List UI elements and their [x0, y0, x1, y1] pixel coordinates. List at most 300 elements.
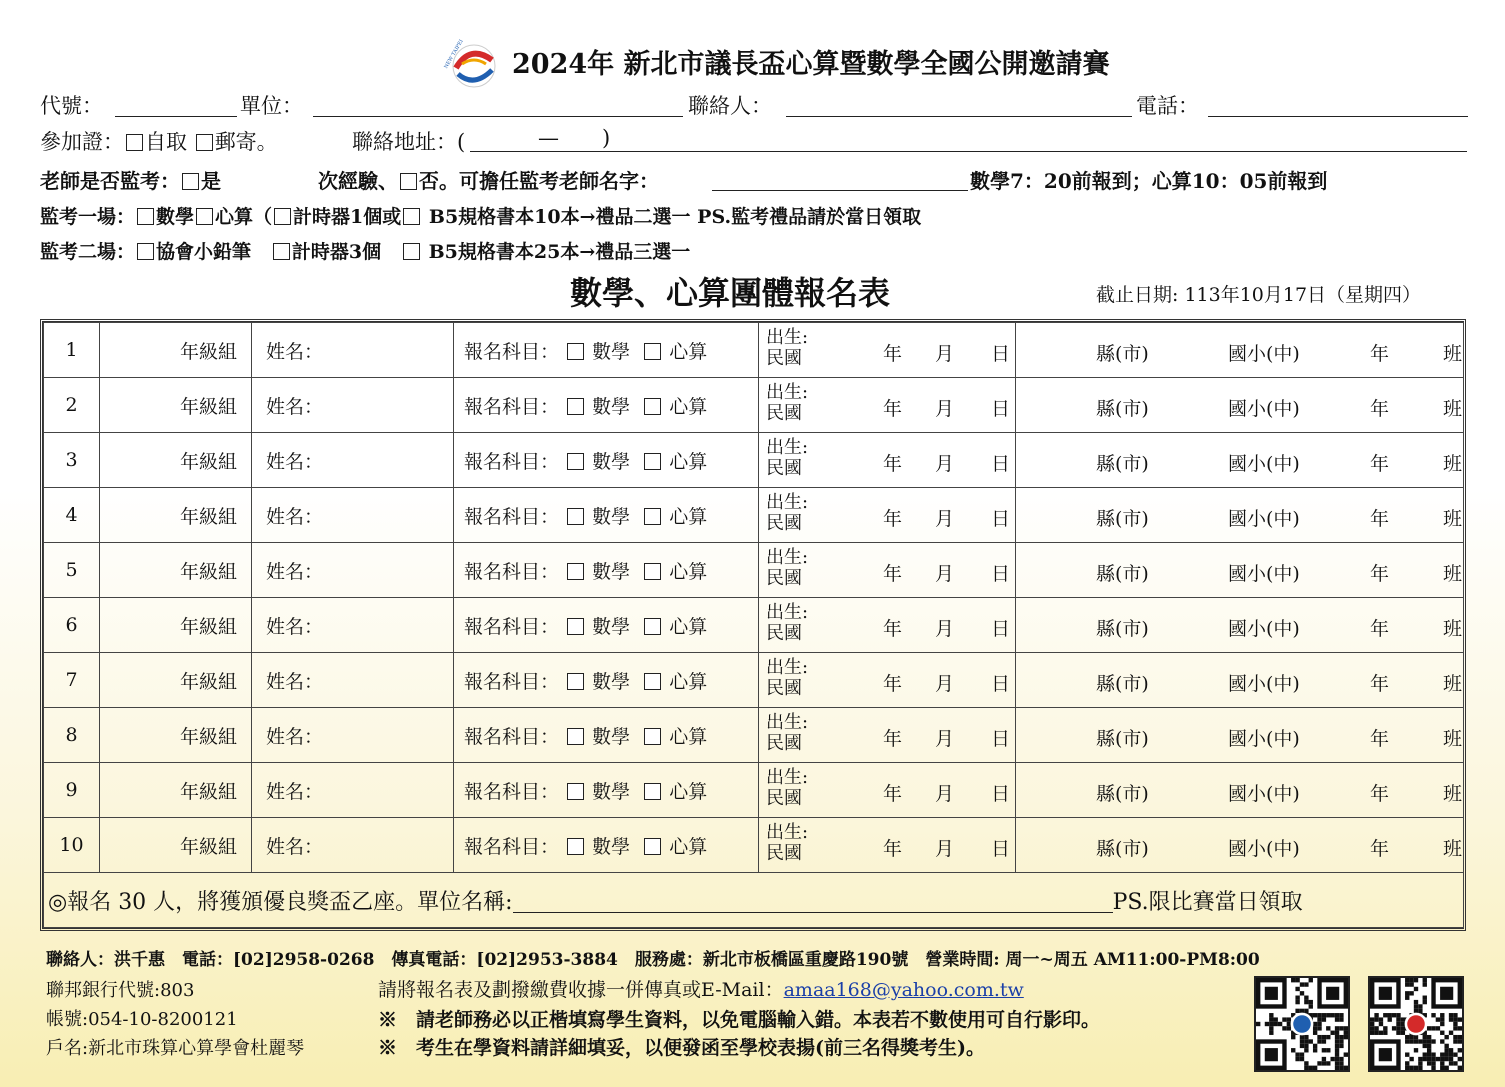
account-number: 帳號:054-10-8200121 [46, 1009, 238, 1030]
school-cell[interactable] [1016, 378, 1464, 433]
birth-cell[interactable] [759, 653, 1016, 708]
name-cell[interactable] [252, 708, 454, 763]
subject-mental-checkbox[interactable] [644, 618, 661, 635]
proctor-label: 老師是否監考： [40, 169, 180, 193]
birth-colon: : [802, 547, 809, 568]
birth-month-label: 月 [935, 728, 955, 750]
grade-label: 年級組 [179, 505, 237, 528]
name-cell[interactable] [252, 433, 454, 488]
deadline: 截止日期: 113年10月17日（星期四） [1096, 284, 1422, 306]
name-cell[interactable] [252, 378, 454, 433]
grade-label: 年級組 [179, 560, 237, 583]
birth-colon: : [802, 822, 809, 843]
birth-bottom-label: 民國 [766, 403, 802, 424]
birth-year-label: 年 [883, 508, 903, 530]
class-label: 班 [1443, 673, 1463, 695]
name-label: 姓名： [266, 670, 324, 693]
subject-math-checkbox[interactable] [567, 508, 584, 525]
pass-row [40, 126, 278, 156]
county-label: 縣(市) [1096, 618, 1149, 640]
birth-day-label: 日 [991, 838, 1011, 860]
birth-colon: : [802, 492, 809, 513]
qr-code-icon[interactable] [1368, 976, 1464, 1072]
award-unit-field[interactable] [513, 912, 1113, 913]
county-label: 縣(市) [1096, 563, 1149, 585]
proctor-no-checkbox[interactable] [400, 173, 417, 190]
birth-cell[interactable] [759, 323, 1016, 378]
subject-mental-checkbox[interactable] [644, 783, 661, 800]
grade-cell[interactable] [100, 323, 252, 378]
school-label: 國小(中) [1228, 343, 1300, 365]
county-label: 縣(市) [1096, 343, 1149, 365]
school-cell[interactable] [1016, 488, 1464, 543]
pass-mail-checkbox[interactable] [196, 134, 213, 151]
name-cell[interactable] [252, 543, 454, 598]
subject-math-label: 數學 [592, 670, 631, 693]
subject-math-checkbox[interactable] [567, 673, 584, 690]
school-grade-label: 年 [1370, 563, 1390, 585]
county-label: 縣(市) [1096, 453, 1149, 475]
grade-label: 年級組 [179, 670, 237, 693]
address-field[interactable] [470, 151, 1467, 152]
birth-year-label: 年 [883, 728, 903, 750]
birth-colon: : [802, 327, 809, 348]
birth-top-label: 出生 [766, 602, 802, 623]
subject-cell [454, 488, 759, 543]
grade-cell[interactable] [100, 378, 252, 433]
session2-book-label: B5規格書本25本→禮品三選一 [428, 241, 691, 263]
note-2: ※ 考生在學資料請詳細填妥，以便發函至學校表揚(前三名得獎考生)。 [378, 1037, 985, 1059]
county-label: 縣(市) [1096, 398, 1149, 420]
subject-math-label: 數學 [592, 560, 631, 583]
birth-month-label: 月 [935, 563, 955, 585]
row-number: 7 [44, 653, 100, 708]
birth-top-label: 出生 [766, 327, 802, 348]
subject-math-checkbox[interactable] [567, 453, 584, 470]
form-title: 數學、心算團體報名表 [570, 274, 891, 312]
subject-cell [454, 763, 759, 818]
grade-label: 年級組 [179, 615, 237, 638]
session2-pencil-label: 協會小鉛筆 [156, 241, 252, 263]
birth-cell[interactable] [759, 488, 1016, 543]
birth-year-label: 年 [883, 453, 903, 475]
subject-mental-checkbox[interactable] [644, 838, 661, 855]
school-cell[interactable] [1016, 708, 1464, 763]
subject-label: 報名科目： [464, 340, 560, 363]
subject-cell [454, 653, 759, 708]
school-grade-label: 年 [1370, 783, 1390, 805]
table-row [44, 323, 1464, 378]
birth-label [766, 437, 808, 479]
session1-math-label: 數學 [156, 206, 195, 228]
svg-text:NEW TAIPEI: NEW TAIPEI [443, 38, 465, 70]
birth-day-label: 日 [991, 563, 1011, 585]
birth-year-label: 年 [883, 563, 903, 585]
subject-mental-checkbox[interactable] [644, 453, 661, 470]
school-label: 國小(中) [1228, 508, 1300, 530]
birth-bottom-label: 民國 [766, 568, 802, 589]
birth-top-label: 出生 [766, 822, 802, 843]
session2-row [40, 237, 690, 264]
page-title: 2024年 新北市議長盃心算暨數學全國公開邀請賽 [512, 49, 1110, 80]
session1-label: 監考一場： [40, 206, 136, 228]
name-label: 姓名： [266, 615, 324, 638]
session2-label: 監考二場： [40, 241, 136, 263]
row-number: 3 [44, 433, 100, 488]
pass-pickup-label: 自取 [145, 130, 187, 154]
subject-math-checkbox[interactable] [567, 618, 584, 635]
subject-cell [454, 378, 759, 433]
grade-cell[interactable] [100, 433, 252, 488]
grade-label: 年級組 [179, 340, 237, 363]
birth-label [766, 657, 808, 699]
birth-day-label: 日 [991, 728, 1011, 750]
school-grade-label: 年 [1370, 838, 1390, 860]
school-label: 國小(中) [1228, 783, 1300, 805]
name-cell[interactable] [252, 598, 454, 653]
subject-mental-label: 心算 [669, 560, 708, 583]
name-cell[interactable] [252, 653, 454, 708]
pass-pickup-checkbox[interactable] [126, 134, 143, 151]
birth-label [766, 547, 808, 589]
subject-label: 報名科目： [464, 450, 560, 473]
row-number: 6 [44, 598, 100, 653]
award-text: ◎報名 30 人，將獲頒優良獎盃乙座。單位名稱: [48, 889, 513, 915]
birth-day-label: 日 [991, 398, 1011, 420]
grade-cell[interactable] [100, 488, 252, 543]
school-label: 國小(中) [1228, 398, 1300, 420]
pass-label: 參加證： [40, 130, 124, 154]
grade-cell[interactable] [100, 543, 252, 598]
school-cell[interactable] [1016, 543, 1464, 598]
table-row [44, 598, 1464, 653]
school-grade-label: 年 [1370, 618, 1390, 640]
table-row [44, 433, 1464, 488]
subject-mental-label: 心算 [669, 615, 708, 638]
birth-bottom-label: 民國 [766, 788, 802, 809]
unit-field[interactable] [313, 116, 683, 117]
birth-month-label: 月 [935, 343, 955, 365]
birth-label [766, 712, 808, 754]
birth-year-label: 年 [883, 783, 903, 805]
birth-year-label: 年 [883, 673, 903, 695]
pass-mail-label: 郵寄。 [214, 130, 278, 154]
birth-label [766, 602, 808, 644]
registration-table [40, 319, 1466, 931]
school-cell[interactable] [1016, 598, 1464, 653]
birth-top-label: 出生 [766, 437, 802, 458]
birth-colon: : [802, 382, 809, 403]
footer-contact: 聯絡人：洪千惠 電話：[02]2958-0268 傳真電話：[02]2953-3884 服務處：新北市板橋區重慶路190號 營業時間: 周一~周五 AM11:00-PM8:00 [46, 950, 1260, 970]
birth-month-label: 月 [935, 398, 955, 420]
subject-cell [454, 543, 759, 598]
school-cell[interactable] [1016, 433, 1464, 488]
class-label: 班 [1443, 728, 1463, 750]
subject-cell [454, 433, 759, 488]
bank-code: 聯邦銀行代號:803 [46, 980, 195, 1001]
code-field[interactable] [115, 116, 237, 117]
row-number: 2 [44, 378, 100, 433]
proctor-row-2 [318, 165, 659, 194]
subject-mental-label: 心算 [669, 725, 708, 748]
subject-cell [454, 598, 759, 653]
birth-bottom-label: 民國 [766, 348, 802, 369]
birth-month-label: 月 [935, 783, 955, 805]
school-grade-label: 年 [1370, 673, 1390, 695]
birth-cell[interactable] [759, 763, 1016, 818]
class-label: 班 [1443, 618, 1463, 640]
school-cell[interactable] [1016, 323, 1464, 378]
birth-month-label: 月 [935, 838, 955, 860]
name-label: 姓名： [266, 560, 324, 583]
name-label: 姓名： [266, 780, 324, 803]
class-label: 班 [1443, 398, 1463, 420]
subject-mental-label: 心算 [669, 780, 708, 803]
grade-cell[interactable] [100, 708, 252, 763]
row-number: 9 [44, 763, 100, 818]
school-label: 國小(中) [1228, 673, 1300, 695]
birth-label [766, 492, 808, 534]
birth-month-label: 月 [935, 453, 955, 475]
birth-bottom-label: 民國 [766, 733, 802, 754]
birth-cell[interactable] [759, 708, 1016, 763]
table-row [44, 543, 1464, 598]
account-name: 戶名:新北市珠算心算學會杜麗琴 [46, 1038, 305, 1059]
report-time: 數學7：20前報到；心算10：05前報到 [970, 169, 1328, 193]
subject-mental-checkbox[interactable] [644, 728, 661, 745]
grade-cell[interactable] [100, 763, 252, 818]
grade-label: 年級組 [179, 725, 237, 748]
birth-month-label: 月 [935, 618, 955, 640]
name-cell[interactable] [252, 763, 454, 818]
session1-timer-checkbox[interactable] [274, 208, 291, 225]
birth-year-label: 年 [883, 618, 903, 640]
table-row [44, 653, 1464, 708]
subject-label: 報名科目： [464, 835, 560, 858]
birth-month-label: 月 [935, 673, 955, 695]
subject-mental-label: 心算 [669, 835, 708, 858]
birth-colon: : [802, 712, 809, 733]
birth-bottom-label: 民國 [766, 843, 802, 864]
subject-math-label: 數學 [592, 450, 631, 473]
subject-math-label: 數學 [592, 725, 631, 748]
birth-cell[interactable] [759, 433, 1016, 488]
subject-math-label: 數學 [592, 780, 631, 803]
grade-label: 年級組 [179, 835, 237, 858]
subject-math-checkbox[interactable] [567, 343, 584, 360]
subject-label: 報名科目： [464, 395, 560, 418]
school-grade-label: 年 [1370, 728, 1390, 750]
birth-day-label: 日 [991, 508, 1011, 530]
school-grade-label: 年 [1370, 343, 1390, 365]
county-label: 縣(市) [1096, 728, 1149, 750]
session1-book-checkbox[interactable] [403, 208, 420, 225]
subject-mental-label: 心算 [669, 670, 708, 693]
class-label: 班 [1443, 783, 1463, 805]
subject-label: 報名科目： [464, 560, 560, 583]
unit-label: 單位： [240, 94, 303, 118]
subject-label: 報名科目： [464, 780, 560, 803]
proctor-no-label: 否。可擔任監考老師名字： [419, 169, 659, 193]
school-grade-label: 年 [1370, 398, 1390, 420]
proctor-yes-checkbox[interactable] [182, 173, 199, 190]
grade-label: 年級組 [179, 395, 237, 418]
subject-math-label: 數學 [592, 505, 631, 528]
session2-pencil-checkbox[interactable] [137, 243, 154, 260]
birth-day-label: 日 [991, 453, 1011, 475]
phone-field[interactable] [1208, 116, 1468, 117]
row-number: 5 [44, 543, 100, 598]
table-row [44, 488, 1464, 543]
birth-colon: : [802, 767, 809, 788]
session2-timer-checkbox[interactable] [273, 243, 290, 260]
school-label: 國小(中) [1228, 728, 1300, 750]
name-label: 姓名： [266, 835, 324, 858]
birth-day-label: 日 [991, 783, 1011, 805]
school-grade-label: 年 [1370, 508, 1390, 530]
subject-mental-checkbox[interactable] [644, 398, 661, 415]
school-cell[interactable] [1016, 653, 1464, 708]
birth-colon: : [802, 437, 809, 458]
table-row [44, 763, 1464, 818]
birth-bottom-label: 民國 [766, 623, 802, 644]
birth-cell[interactable] [759, 378, 1016, 433]
row-number: 10 [44, 818, 100, 873]
session2-timer-label: 計時器3個 [291, 241, 382, 263]
birth-label [766, 767, 808, 809]
council-logo-icon [440, 38, 502, 90]
award-row [44, 873, 1464, 928]
school-cell[interactable] [1016, 818, 1464, 873]
grade-cell[interactable] [100, 598, 252, 653]
send-note-row [378, 975, 1024, 1002]
name-cell[interactable] [252, 818, 454, 873]
subject-cell [454, 708, 759, 763]
birth-label [766, 327, 808, 369]
session1-mental-label: 心算（ [215, 206, 273, 228]
school-cell[interactable] [1016, 763, 1464, 818]
subject-mental-checkbox[interactable] [644, 563, 661, 580]
subject-math-checkbox[interactable] [567, 728, 584, 745]
award-note: PS.限比賽當日領取 [1112, 889, 1303, 915]
subject-math-label: 數學 [592, 615, 631, 638]
proctor-times-label: 次經驗、 [318, 169, 398, 193]
birth-cell[interactable] [759, 543, 1016, 598]
proctor-name-field[interactable] [712, 190, 968, 191]
table-row [44, 818, 1464, 873]
birth-colon: : [802, 602, 809, 623]
subject-cell [454, 818, 759, 873]
birth-label [766, 822, 808, 864]
class-label: 班 [1443, 343, 1463, 365]
school-label: 國小(中) [1228, 838, 1300, 860]
subject-math-checkbox[interactable] [567, 563, 584, 580]
birth-colon: : [802, 657, 809, 678]
name-cell[interactable] [252, 323, 454, 378]
subject-mental-label: 心算 [669, 395, 708, 418]
row-number: 8 [44, 708, 100, 763]
class-label: 班 [1443, 838, 1463, 860]
county-label: 縣(市) [1096, 673, 1149, 695]
county-label: 縣(市) [1096, 508, 1149, 530]
birth-top-label: 出生 [766, 712, 802, 733]
qr-code-icon[interactable] [1254, 976, 1350, 1072]
school-label: 國小(中) [1228, 453, 1300, 475]
birth-day-label: 日 [991, 618, 1011, 640]
class-label: 班 [1443, 453, 1463, 475]
subject-label: 報名科目： [464, 505, 560, 528]
school-grade-label: 年 [1370, 453, 1390, 475]
grade-label: 年級組 [179, 450, 237, 473]
address-dash: — [538, 126, 559, 150]
school-label: 國小(中) [1228, 618, 1300, 640]
proctor-yes-label: 是 [201, 169, 221, 193]
birth-top-label: 出生 [766, 547, 802, 568]
session1-timer-label: 計時器1個或 [293, 206, 402, 228]
subject-mental-label: 心算 [669, 340, 708, 363]
session2-book-checkbox[interactable] [403, 243, 420, 260]
subject-math-checkbox[interactable] [567, 838, 584, 855]
birth-day-label: 日 [991, 673, 1011, 695]
send-note: 請將報名表及劃撥繳費收據一併傳真或E-Mail： [378, 979, 784, 1001]
session1-mental-checkbox[interactable] [196, 208, 213, 225]
county-label: 縣(市) [1096, 838, 1149, 860]
birth-day-label: 日 [991, 343, 1011, 365]
subject-mental-checkbox[interactable] [644, 508, 661, 525]
class-label: 班 [1443, 508, 1463, 530]
birth-bottom-label: 民國 [766, 458, 802, 479]
subject-mental-checkbox[interactable] [644, 673, 661, 690]
grade-cell[interactable] [100, 653, 252, 708]
subject-math-label: 數學 [592, 340, 631, 363]
contact-label: 聯絡人： [688, 94, 772, 118]
subject-mental-checkbox[interactable] [644, 343, 661, 360]
grade-label: 年級組 [179, 780, 237, 803]
birth-cell[interactable] [759, 598, 1016, 653]
row-number: 4 [44, 488, 100, 543]
contact-field[interactable] [786, 116, 1132, 117]
birth-top-label: 出生 [766, 382, 802, 403]
birth-label [766, 382, 808, 424]
email-link[interactable]: amaa168@yahoo.com.tw [783, 979, 1024, 1001]
birth-cell[interactable] [759, 818, 1016, 873]
birth-year-label: 年 [883, 343, 903, 365]
subject-math-label: 數學 [592, 395, 631, 418]
birth-year-label: 年 [883, 398, 903, 420]
address-close: ) [602, 126, 611, 150]
subject-mental-label: 心算 [669, 505, 708, 528]
name-cell[interactable] [252, 488, 454, 543]
session1-book-label: B5規格書本10本→禮品二選一 PS.監考禮品請於當日領取 [428, 206, 922, 228]
subject-math-checkbox[interactable] [567, 783, 584, 800]
subject-math-label: 數學 [592, 835, 631, 858]
name-label: 姓名： [266, 450, 324, 473]
name-label: 姓名： [266, 505, 324, 528]
row-number: 1 [44, 323, 100, 378]
school-label: 國小(中) [1228, 563, 1300, 585]
birth-bottom-label: 民國 [766, 678, 802, 699]
subject-label: 報名科目： [464, 670, 560, 693]
phone-label: 電話： [1136, 94, 1199, 118]
session1-row [40, 202, 921, 229]
birth-month-label: 月 [935, 508, 955, 530]
table-row [44, 378, 1464, 433]
address-label: 聯絡地址：( [352, 130, 466, 154]
subject-math-checkbox[interactable] [567, 398, 584, 415]
grade-cell[interactable] [100, 818, 252, 873]
class-label: 班 [1443, 563, 1463, 585]
session1-math-checkbox[interactable] [137, 208, 154, 225]
